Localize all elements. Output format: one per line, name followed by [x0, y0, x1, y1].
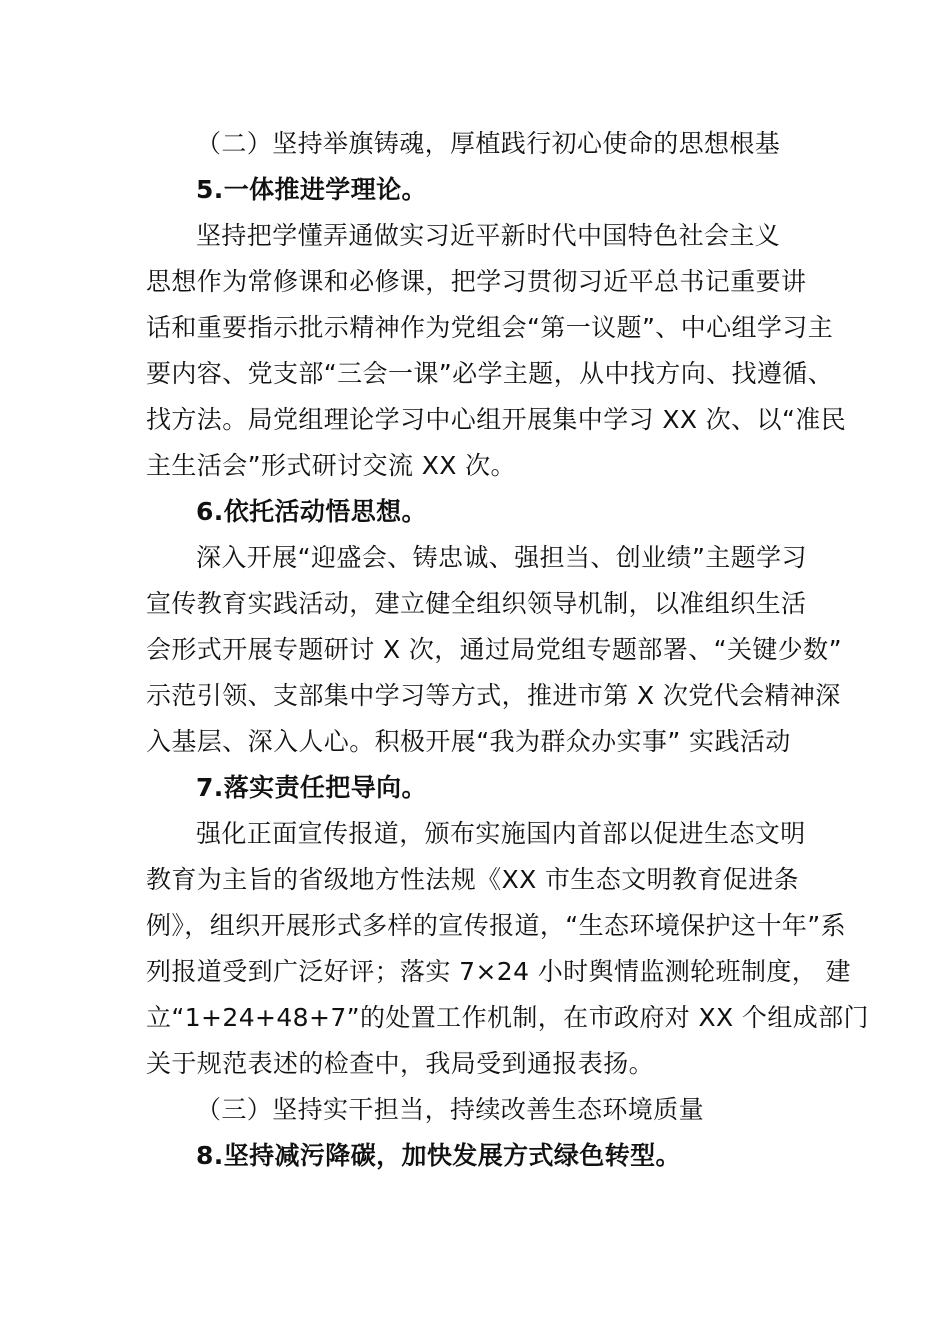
item5-line-2: 思想作为常修课和必修课，把学习贯彻习近平总书记重要讲: [146, 267, 807, 296]
item8-heading: 8.坚持减污降碳，加快发展方式绿色转型。: [196, 1141, 681, 1170]
item7-line-2: 教育为主旨的省级地方性法规《XX 市生态文明教育促进条: [146, 865, 800, 894]
item6-line-1: 深入开展“迎盛会、铸忠诚、强担当、创业绩”主题学习: [196, 543, 807, 572]
item6-line-5: 入基层、深入人心。积极开展“我为群众办实事” 实践活动: [146, 727, 791, 756]
item5-heading: 5.一体推进学理论。: [196, 175, 427, 204]
item5-line-6: 主生活会”形式研讨交流 XX 次。: [146, 451, 516, 480]
item7-line-6: 关于规范表述的检查中，我局受到通报表扬。: [146, 1049, 655, 1078]
item5-line-1: 坚持把学懂弄通做实习近平新时代中国特色社会主义: [196, 221, 781, 250]
item6-line-3: 会形式开展专题研讨 X 次，通过局党组专题部署、“关键少数”: [146, 635, 842, 664]
section-two-title: （二）坚持举旗铸魂，厚植践行初心使命的思想根基: [196, 129, 781, 158]
item7-heading: 7.落实责任把导向。: [196, 773, 427, 802]
item7-line-3: 例》，组织开展形式多样的宣传报道，“生态环境保护这十年”系: [146, 911, 847, 940]
item7-line-5: 立“1+24+48+7”的处置工作机制，在市政府对 XX 个组成部门: [146, 1003, 869, 1032]
item5-line-4: 要内容、党支部“三会一课”必学主题，从中找方向、找遵循、: [146, 359, 834, 388]
item6-line-4: 示范引领、支部集中学习等方式，推进市第 X 次党代会精神深: [146, 681, 841, 710]
item7-line-1: 强化正面宣传报道，颁布实施国内首部以促进生态文明: [196, 819, 806, 848]
item6-heading: 6.依托活动悟思想。: [196, 497, 427, 526]
item5-line-3: 话和重要指示批示精神作为党组会“第一议题”、中心组学习主: [146, 313, 834, 342]
item5-line-5: 找方法。局党组理论学习中心组开展集中学习 XX 次、以“准民: [146, 405, 847, 434]
item6-line-2: 宣传教育实践活动，建立健全组织领导机制，以准组织生活: [146, 589, 807, 618]
item7-line-4: 列报道受到广泛好评；落实 7×24 小时舆情监测轮班制度， 建: [146, 957, 851, 986]
section-three-title: （三）坚持实干担当，持续改善生态环境质量: [196, 1095, 705, 1124]
